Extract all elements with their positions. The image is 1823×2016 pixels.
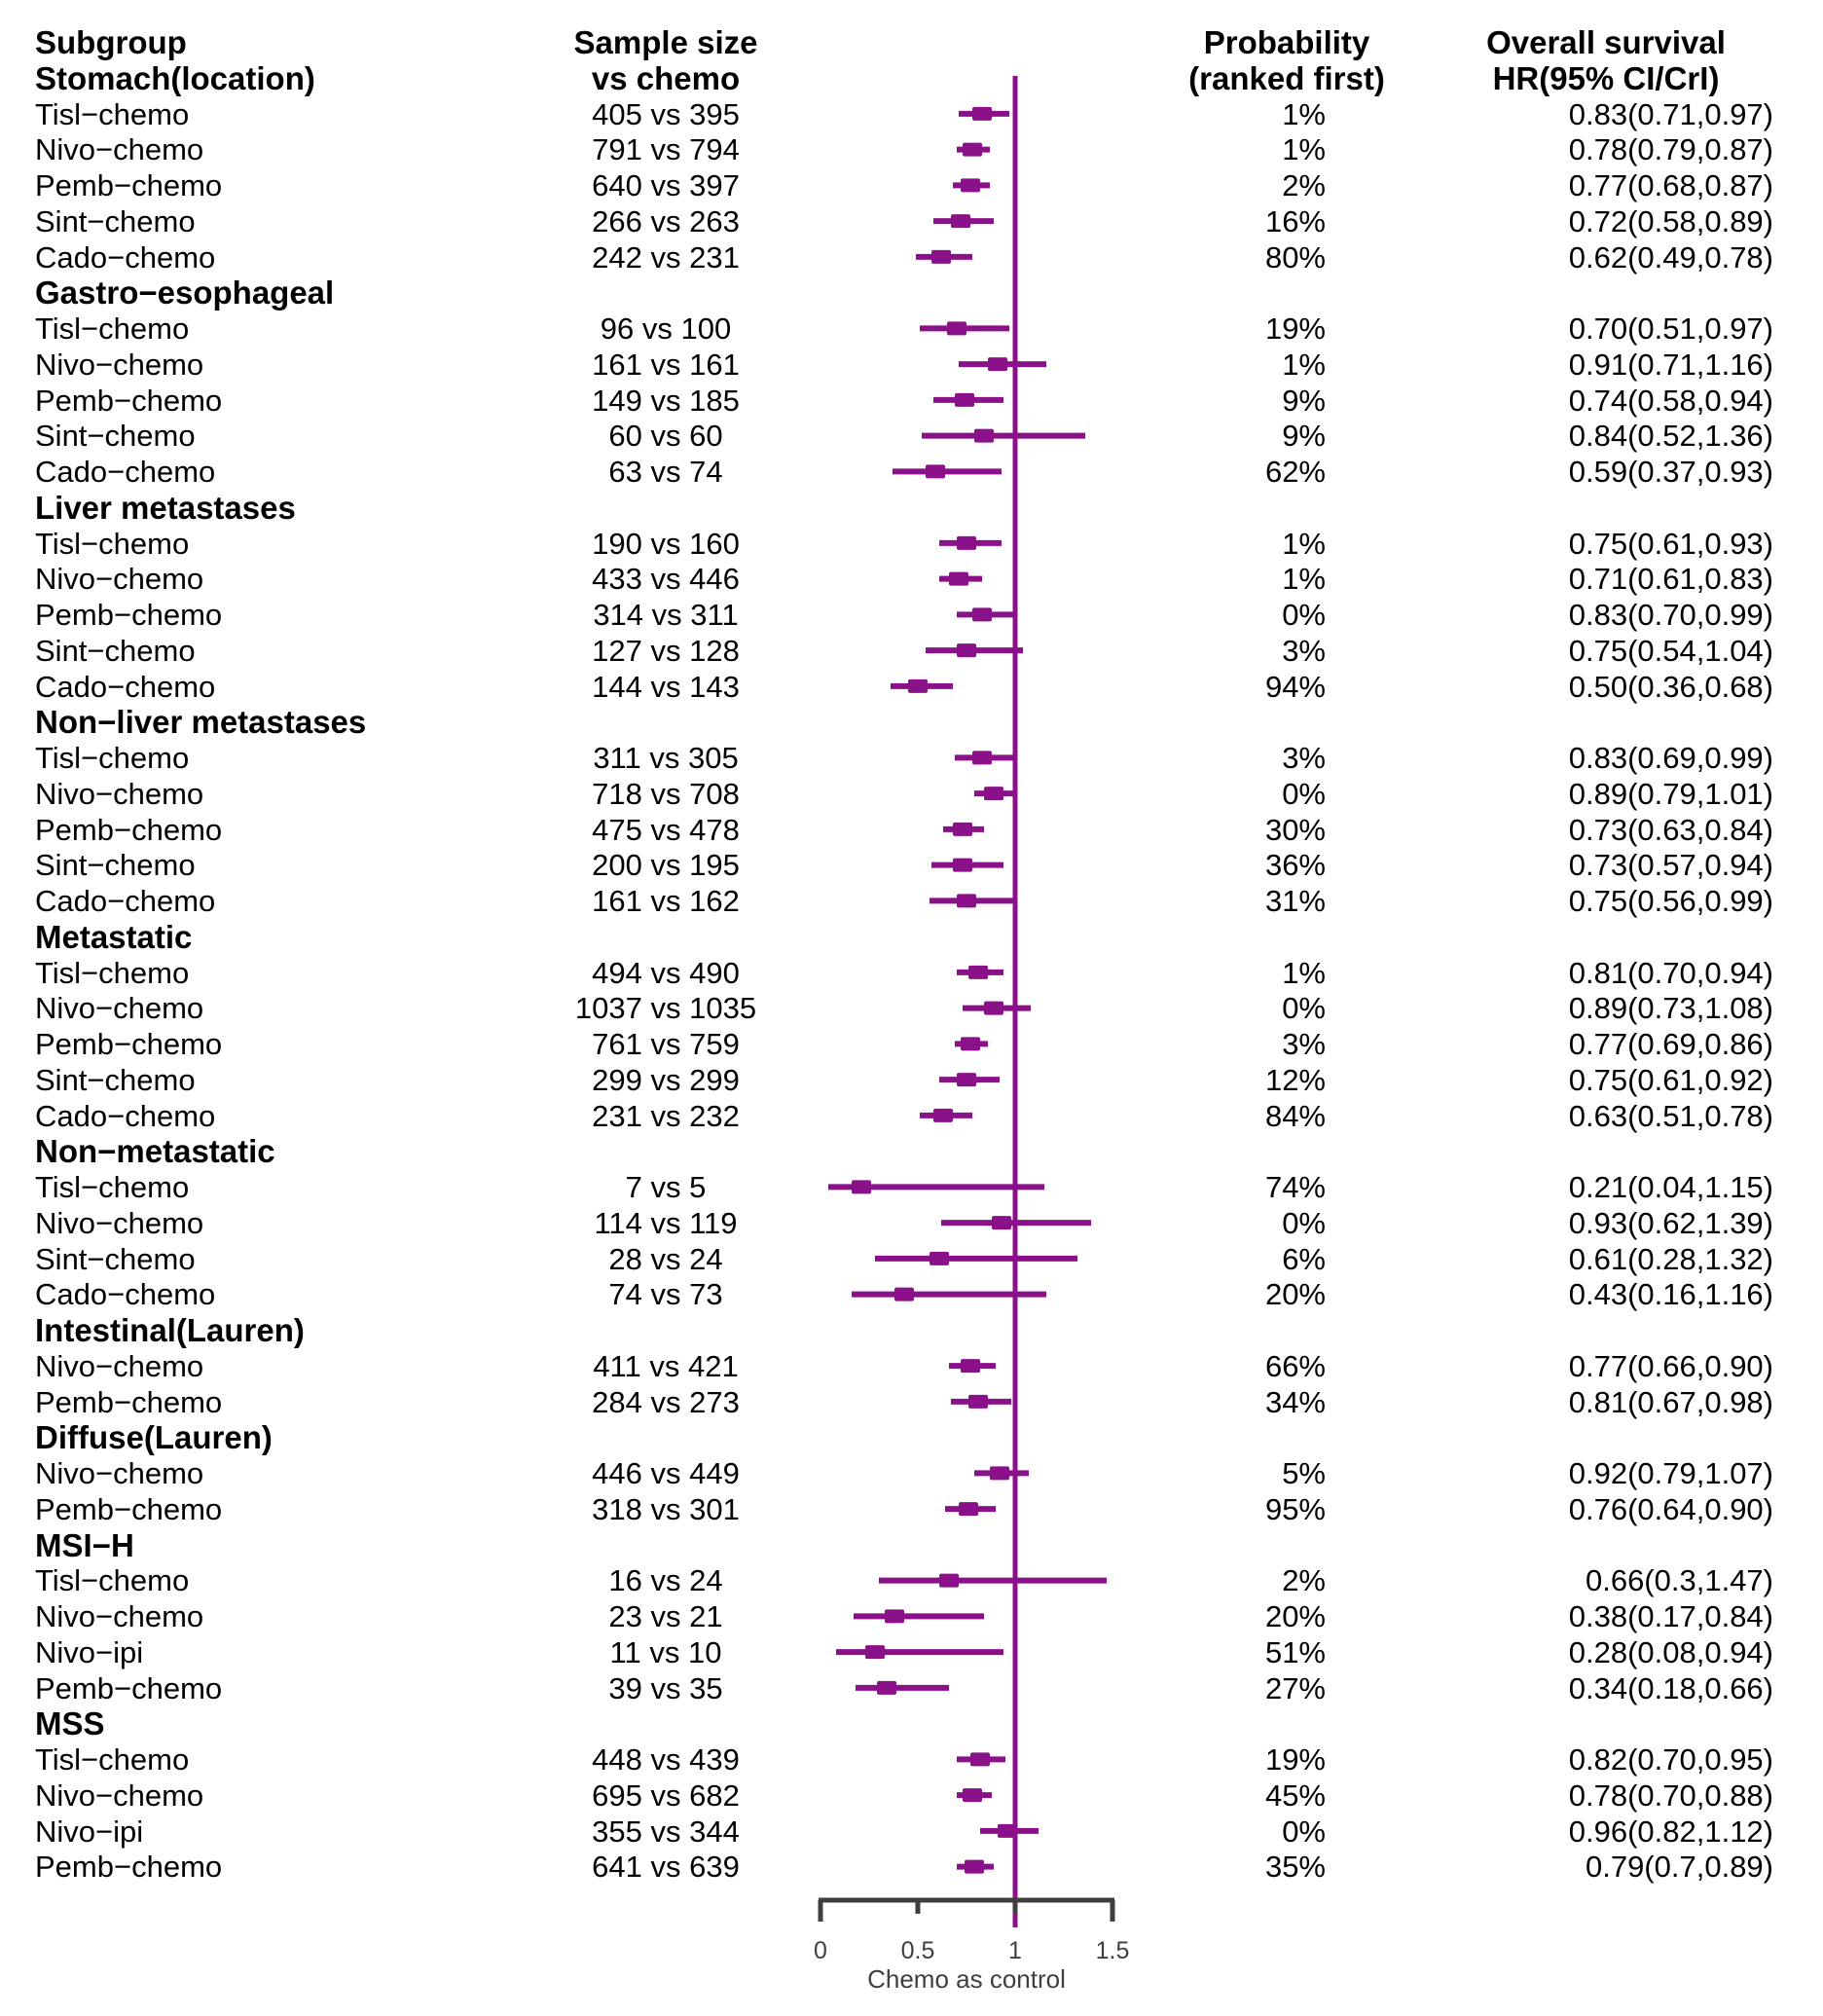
sample-size: 761 vs 759 bbox=[592, 1027, 740, 1061]
forest-row bbox=[0, 1384, 1823, 1420]
subgroup-label: Pemb−chemo bbox=[35, 383, 223, 418]
sample-size: 284 vs 273 bbox=[592, 1384, 740, 1419]
subgroup-label: Pemb−chemo bbox=[35, 1491, 223, 1526]
sample-size: 411 vs 421 bbox=[593, 1348, 739, 1383]
probability-value: 16% bbox=[1264, 203, 1326, 238]
forest-row bbox=[0, 239, 1823, 275]
probability-value: 0% bbox=[1282, 991, 1326, 1026]
probability-value: 9% bbox=[1282, 383, 1326, 418]
forest-row bbox=[0, 526, 1823, 562]
probability-value: 20% bbox=[1264, 1277, 1326, 1312]
sample-size: 149 vs 185 bbox=[592, 383, 740, 418]
forest-row bbox=[0, 1241, 1823, 1277]
sample-size: 695 vs 682 bbox=[592, 1778, 740, 1813]
probability-value: 3% bbox=[1282, 633, 1326, 668]
sample-size: 311 vs 305 bbox=[593, 741, 739, 775]
probability-value: (ranked first) bbox=[1188, 59, 1385, 96]
hr-ci-value: 0.92(0.79,1.07) bbox=[1568, 1456, 1773, 1490]
hr-ci-value: 0.59(0.37,0.93) bbox=[1568, 455, 1773, 489]
sample-size: 446 vs 449 bbox=[592, 1456, 740, 1490]
sample-size: vs chemo bbox=[591, 59, 741, 96]
hr-ci-value: 0.63(0.51,0.78) bbox=[1568, 1098, 1773, 1133]
sample-size: 39 vs 35 bbox=[608, 1670, 723, 1705]
forest-row bbox=[0, 1169, 1823, 1205]
sample-size: 161 vs 162 bbox=[592, 884, 740, 918]
hr-ci-value: 0.89(0.73,1.08) bbox=[1568, 991, 1773, 1026]
hr-ci-value: 0.77(0.68,0.87) bbox=[1568, 168, 1773, 202]
hr-ci-value: 0.73(0.63,0.84) bbox=[1568, 812, 1773, 847]
forest-row bbox=[0, 883, 1823, 919]
probability-value: 84% bbox=[1264, 1098, 1326, 1133]
hr-ci-value: 0.89(0.79,1.01) bbox=[1568, 776, 1773, 811]
forest-row bbox=[0, 1849, 1823, 1885]
sample-size: 11 vs 10 bbox=[609, 1634, 722, 1669]
subgroup-label: Gastro−esophageal bbox=[35, 275, 335, 312]
subgroup-label: Nivo−ipi bbox=[35, 1634, 144, 1669]
hr-ci-value: 0.77(0.66,0.90) bbox=[1568, 1348, 1773, 1383]
hr-ci-value: 0.50(0.36,0.68) bbox=[1568, 669, 1773, 704]
probability-value: 0% bbox=[1282, 598, 1326, 632]
sample-size: Sample size bbox=[573, 24, 758, 60]
forest-row bbox=[0, 1098, 1823, 1134]
probability-value: 19% bbox=[1264, 1742, 1326, 1777]
forest-row bbox=[0, 383, 1823, 419]
sample-size: 7 vs 5 bbox=[625, 1170, 707, 1204]
probability-value: 1% bbox=[1282, 96, 1326, 131]
sample-size: 127 vs 128 bbox=[592, 633, 740, 668]
forest-row bbox=[0, 1814, 1823, 1850]
subgroup-label: Nivo−chemo bbox=[35, 562, 204, 597]
subgroup-label: MSS bbox=[35, 1705, 105, 1742]
probability-value: 3% bbox=[1282, 741, 1326, 775]
sample-size: 448 vs 439 bbox=[592, 1742, 740, 1777]
sample-size: 641 vs 639 bbox=[592, 1850, 740, 1885]
sample-size: 475 vs 478 bbox=[592, 812, 740, 847]
sample-size: 405 vs 395 bbox=[592, 96, 740, 131]
subgroup-label: MSI−H bbox=[35, 1526, 134, 1563]
sample-size: 96 vs 100 bbox=[600, 312, 732, 346]
subgroup-label: Tisl−chemo bbox=[35, 1170, 190, 1204]
forest-row bbox=[0, 131, 1823, 167]
hr-ci-value: 0.93(0.62,1.39) bbox=[1568, 1205, 1773, 1240]
sample-size: 114 vs 119 bbox=[594, 1205, 738, 1240]
subgroup-label: Nivo−chemo bbox=[35, 347, 204, 382]
sample-size: 318 vs 301 bbox=[592, 1491, 740, 1526]
hr-ci-value: 0.81(0.67,0.98) bbox=[1568, 1384, 1773, 1419]
probability-value: 2% bbox=[1282, 168, 1326, 202]
forest-row bbox=[0, 776, 1823, 812]
column-header-row bbox=[0, 60, 1823, 96]
forest-row bbox=[0, 1778, 1823, 1814]
forest-row bbox=[0, 1026, 1823, 1062]
subgroup-label: Sint−chemo bbox=[35, 203, 196, 238]
hr-ci-value: 0.76(0.64,0.90) bbox=[1568, 1491, 1773, 1526]
forest-row bbox=[0, 203, 1823, 239]
subgroup-label: Sint−chemo bbox=[35, 633, 196, 668]
section-header-row bbox=[0, 275, 1823, 311]
forest-row bbox=[0, 418, 1823, 454]
forest-row bbox=[0, 1205, 1823, 1241]
hr-ci-value: 0.43(0.16,1.16) bbox=[1568, 1277, 1773, 1312]
subgroup-label: Cado−chemo bbox=[35, 1098, 216, 1133]
section-header-row bbox=[0, 1527, 1823, 1563]
subgroup-label: Cado−chemo bbox=[35, 1277, 216, 1312]
subgroup-label: Nivo−chemo bbox=[35, 991, 204, 1026]
sample-size: 266 vs 263 bbox=[592, 203, 740, 238]
forest-row bbox=[0, 669, 1823, 705]
sample-size: 200 vs 195 bbox=[592, 848, 740, 883]
subgroup-label: Liver metastases bbox=[35, 489, 296, 526]
probability-value: 62% bbox=[1264, 455, 1326, 489]
probability-value: 74% bbox=[1264, 1170, 1326, 1204]
subgroup-label: Nivo−chemo bbox=[35, 1778, 204, 1813]
probability-value: 0% bbox=[1282, 776, 1326, 811]
subgroup-label: Tisl−chemo bbox=[35, 741, 190, 775]
sample-size: 299 vs 299 bbox=[592, 1062, 740, 1097]
x-axis-tick-label: 0 bbox=[814, 1937, 827, 1964]
subgroup-label: Pemb−chemo bbox=[35, 168, 223, 202]
probability-value: 31% bbox=[1264, 884, 1326, 918]
hr-ci-value: 0.62(0.49,0.78) bbox=[1568, 239, 1773, 275]
probability-value: 19% bbox=[1264, 312, 1326, 346]
subgroup-label: Pemb−chemo bbox=[35, 1027, 223, 1061]
forest-row bbox=[0, 990, 1823, 1026]
subgroup-label: Nivo−chemo bbox=[35, 776, 204, 811]
subgroup-label: Nivo−chemo bbox=[35, 1599, 204, 1633]
hr-ci-value: 0.61(0.28,1.32) bbox=[1568, 1241, 1773, 1276]
hr-ci-value: 0.96(0.82,1.12) bbox=[1568, 1814, 1773, 1849]
hr-ci-value: 0.71(0.61,0.83) bbox=[1568, 562, 1773, 597]
subgroup-label: Metastatic bbox=[35, 918, 193, 955]
probability-value: 94% bbox=[1264, 669, 1326, 704]
forest-row bbox=[0, 812, 1823, 848]
sample-size: 16 vs 24 bbox=[608, 1563, 723, 1598]
forest-row bbox=[0, 1562, 1823, 1598]
section-header-row bbox=[0, 919, 1823, 955]
subgroup-label: Nivo−chemo bbox=[35, 1205, 204, 1240]
hr-ci-value: 0.66(0.3,1.47) bbox=[1585, 1563, 1773, 1598]
probability-value: 2% bbox=[1282, 1563, 1326, 1598]
sample-size: 355 vs 344 bbox=[592, 1814, 740, 1849]
sample-size: 28 vs 24 bbox=[608, 1241, 723, 1276]
sample-size: 231 vs 232 bbox=[592, 1098, 740, 1133]
hr-ci-value: 0.84(0.52,1.36) bbox=[1568, 419, 1773, 454]
forest-row bbox=[0, 1348, 1823, 1384]
probability-value: 6% bbox=[1282, 1241, 1326, 1276]
subgroup-label: Cado−chemo bbox=[35, 239, 216, 275]
forest-row bbox=[0, 454, 1823, 490]
probability-value: 3% bbox=[1282, 1027, 1326, 1061]
subgroup-label: Sint−chemo bbox=[35, 419, 196, 454]
sample-size: 494 vs 490 bbox=[592, 955, 740, 990]
sample-size: 314 vs 311 bbox=[593, 598, 739, 632]
section-header-row bbox=[0, 1312, 1823, 1348]
sample-size: 242 vs 231 bbox=[592, 239, 740, 275]
subgroup-label: Sint−chemo bbox=[35, 1062, 196, 1097]
subgroup-label: Pemb−chemo bbox=[35, 1384, 223, 1419]
hr-ci-value: 0.78(0.79,0.87) bbox=[1568, 132, 1773, 167]
probability-value: 1% bbox=[1282, 526, 1326, 561]
forest-row bbox=[0, 1634, 1823, 1670]
forest-row bbox=[0, 740, 1823, 776]
forest-row bbox=[0, 1455, 1823, 1491]
forest-row bbox=[0, 597, 1823, 633]
forest-row bbox=[0, 633, 1823, 669]
probability-value: 9% bbox=[1282, 419, 1326, 454]
subgroup-label: Cado−chemo bbox=[35, 455, 216, 489]
probability-value: 45% bbox=[1264, 1778, 1326, 1813]
subgroup-label: Subgroup bbox=[35, 24, 187, 60]
probability-value: 1% bbox=[1282, 562, 1326, 597]
sample-size: 161 vs 161 bbox=[592, 347, 740, 382]
hr-ci-value: 0.78(0.70,0.88) bbox=[1568, 1778, 1773, 1813]
hr-ci-value: 0.34(0.18,0.66) bbox=[1568, 1670, 1773, 1705]
probability-value: 1% bbox=[1282, 955, 1326, 990]
subgroup-label: Sint−chemo bbox=[35, 1241, 196, 1276]
forest-row bbox=[0, 167, 1823, 203]
subgroup-label: Tisl−chemo bbox=[35, 96, 190, 131]
probability-value: 35% bbox=[1264, 1850, 1326, 1885]
subgroup-label: Nivo−chemo bbox=[35, 132, 204, 167]
subgroup-label: Tisl−chemo bbox=[35, 312, 190, 346]
subgroup-label: Pemb−chemo bbox=[35, 1670, 223, 1705]
subgroup-label: Non−liver metastases bbox=[35, 704, 367, 741]
probability-value: 1% bbox=[1282, 132, 1326, 167]
forest-row bbox=[0, 561, 1823, 597]
probability-value: 0% bbox=[1282, 1814, 1326, 1849]
probability-value: 36% bbox=[1264, 848, 1326, 883]
subgroup-label: Cado−chemo bbox=[35, 669, 216, 704]
sample-size: 718 vs 708 bbox=[592, 776, 740, 811]
sample-size: 74 vs 73 bbox=[608, 1277, 723, 1312]
probability-value: 0% bbox=[1282, 1205, 1326, 1240]
forest-row bbox=[0, 847, 1823, 883]
forest-row bbox=[0, 1276, 1823, 1312]
hr-ci-value: 0.79(0.7,0.89) bbox=[1585, 1850, 1773, 1885]
subgroup-label: Tisl−chemo bbox=[35, 1742, 190, 1777]
forest-row bbox=[0, 311, 1823, 347]
subgroup-label: Tisl−chemo bbox=[35, 526, 190, 561]
hr-ci-value: 0.70(0.51,0.97) bbox=[1568, 312, 1773, 346]
subgroup-label: Tisl−chemo bbox=[35, 955, 190, 990]
sample-size: 190 vs 160 bbox=[592, 526, 740, 561]
sample-size: 791 vs 794 bbox=[592, 132, 740, 167]
subgroup-label: Intestinal(Lauren) bbox=[35, 1312, 305, 1348]
hr-ci-value: HR(95% CI/CrI) bbox=[1492, 59, 1720, 96]
probability-value: 30% bbox=[1264, 812, 1326, 847]
hr-ci-value: 0.83(0.71,0.97) bbox=[1568, 96, 1773, 131]
sample-size: 63 vs 74 bbox=[608, 455, 723, 489]
sample-size: 433 vs 446 bbox=[592, 562, 740, 597]
hr-ci-value: 0.75(0.61,0.92) bbox=[1568, 1062, 1773, 1097]
probability-value: 95% bbox=[1264, 1491, 1326, 1526]
section-header-row bbox=[0, 704, 1823, 740]
sample-size: 144 vs 143 bbox=[592, 669, 740, 704]
subgroup-label: Nivo−chemo bbox=[35, 1456, 204, 1490]
hr-ci-value: 0.83(0.69,0.99) bbox=[1568, 741, 1773, 775]
sample-size: 23 vs 21 bbox=[608, 1599, 723, 1633]
hr-ci-value: 0.75(0.54,1.04) bbox=[1568, 633, 1773, 668]
section-header-row bbox=[0, 1133, 1823, 1169]
forest-row bbox=[0, 1670, 1823, 1706]
probability-value: 12% bbox=[1264, 1062, 1326, 1097]
x-axis-tick-label: 0.5 bbox=[900, 1937, 935, 1964]
forest-row bbox=[0, 1491, 1823, 1527]
hr-ci-value: 0.38(0.17,0.84) bbox=[1568, 1599, 1773, 1633]
column-header-row bbox=[0, 24, 1823, 60]
hr-ci-value: 0.91(0.71,1.16) bbox=[1568, 347, 1773, 382]
subgroup-label: Tisl−chemo bbox=[35, 1563, 190, 1598]
probability-value: 51% bbox=[1264, 1634, 1326, 1669]
probability-value: 80% bbox=[1264, 239, 1326, 275]
probability-value: Probability bbox=[1203, 24, 1370, 60]
x-axis-tick-label: 1.5 bbox=[1095, 1937, 1130, 1964]
sample-size: 60 vs 60 bbox=[608, 419, 723, 454]
subgroup-label: Cado−chemo bbox=[35, 884, 216, 918]
x-axis-label: Chemo as control bbox=[867, 1964, 1066, 1994]
subgroup-label: Pemb−chemo bbox=[35, 1850, 223, 1885]
hr-ci-value: 0.72(0.58,0.89) bbox=[1568, 203, 1773, 238]
probability-value: 5% bbox=[1282, 1456, 1326, 1490]
hr-ci-value: 0.81(0.70,0.94) bbox=[1568, 955, 1773, 990]
forest-row bbox=[0, 955, 1823, 991]
subgroup-label: Nivo−ipi bbox=[35, 1814, 144, 1849]
section-header-row bbox=[0, 1705, 1823, 1741]
section-header-row bbox=[0, 1419, 1823, 1455]
subgroup-label: Nivo−chemo bbox=[35, 1348, 204, 1383]
subgroup-label: Non−metastatic bbox=[35, 1133, 275, 1170]
forest-row bbox=[0, 96, 1823, 132]
hr-ci-value: 0.21(0.04,1.15) bbox=[1568, 1170, 1773, 1204]
subgroup-label: Diffuse(Lauren) bbox=[35, 1419, 273, 1456]
probability-value: 1% bbox=[1282, 347, 1326, 382]
subgroup-label: Stomach(location) bbox=[35, 59, 315, 96]
sample-size: 640 vs 397 bbox=[592, 168, 740, 202]
subgroup-label: Sint−chemo bbox=[35, 848, 196, 883]
hr-ci-value: 0.73(0.57,0.94) bbox=[1568, 848, 1773, 883]
hr-ci-value: 0.82(0.70,0.95) bbox=[1568, 1742, 1773, 1777]
probability-value: 34% bbox=[1264, 1384, 1326, 1419]
hr-ci-value: Overall survival bbox=[1486, 24, 1726, 60]
sample-size: 1037 vs 1035 bbox=[574, 991, 757, 1026]
hr-ci-value: 0.83(0.70,0.99) bbox=[1568, 598, 1773, 632]
forest-row bbox=[0, 1062, 1823, 1098]
hr-ci-value: 0.75(0.61,0.93) bbox=[1568, 526, 1773, 561]
forest-row bbox=[0, 1598, 1823, 1634]
hr-ci-value: 0.77(0.69,0.86) bbox=[1568, 1027, 1773, 1061]
x-axis-tick-label: 1 bbox=[1008, 1937, 1022, 1964]
hr-ci-value: 0.75(0.56,0.99) bbox=[1568, 884, 1773, 918]
subgroup-label: Pemb−chemo bbox=[35, 812, 223, 847]
probability-value: 20% bbox=[1264, 1599, 1326, 1633]
subgroup-label: Pemb−chemo bbox=[35, 598, 223, 632]
forest-row bbox=[0, 347, 1823, 383]
hr-ci-value: 0.28(0.08,0.94) bbox=[1568, 1634, 1773, 1669]
probability-value: 66% bbox=[1264, 1348, 1326, 1383]
section-header-row bbox=[0, 490, 1823, 526]
probability-value: 27% bbox=[1264, 1670, 1326, 1705]
forest-row bbox=[0, 1741, 1823, 1778]
hr-ci-value: 0.74(0.58,0.94) bbox=[1568, 383, 1773, 418]
